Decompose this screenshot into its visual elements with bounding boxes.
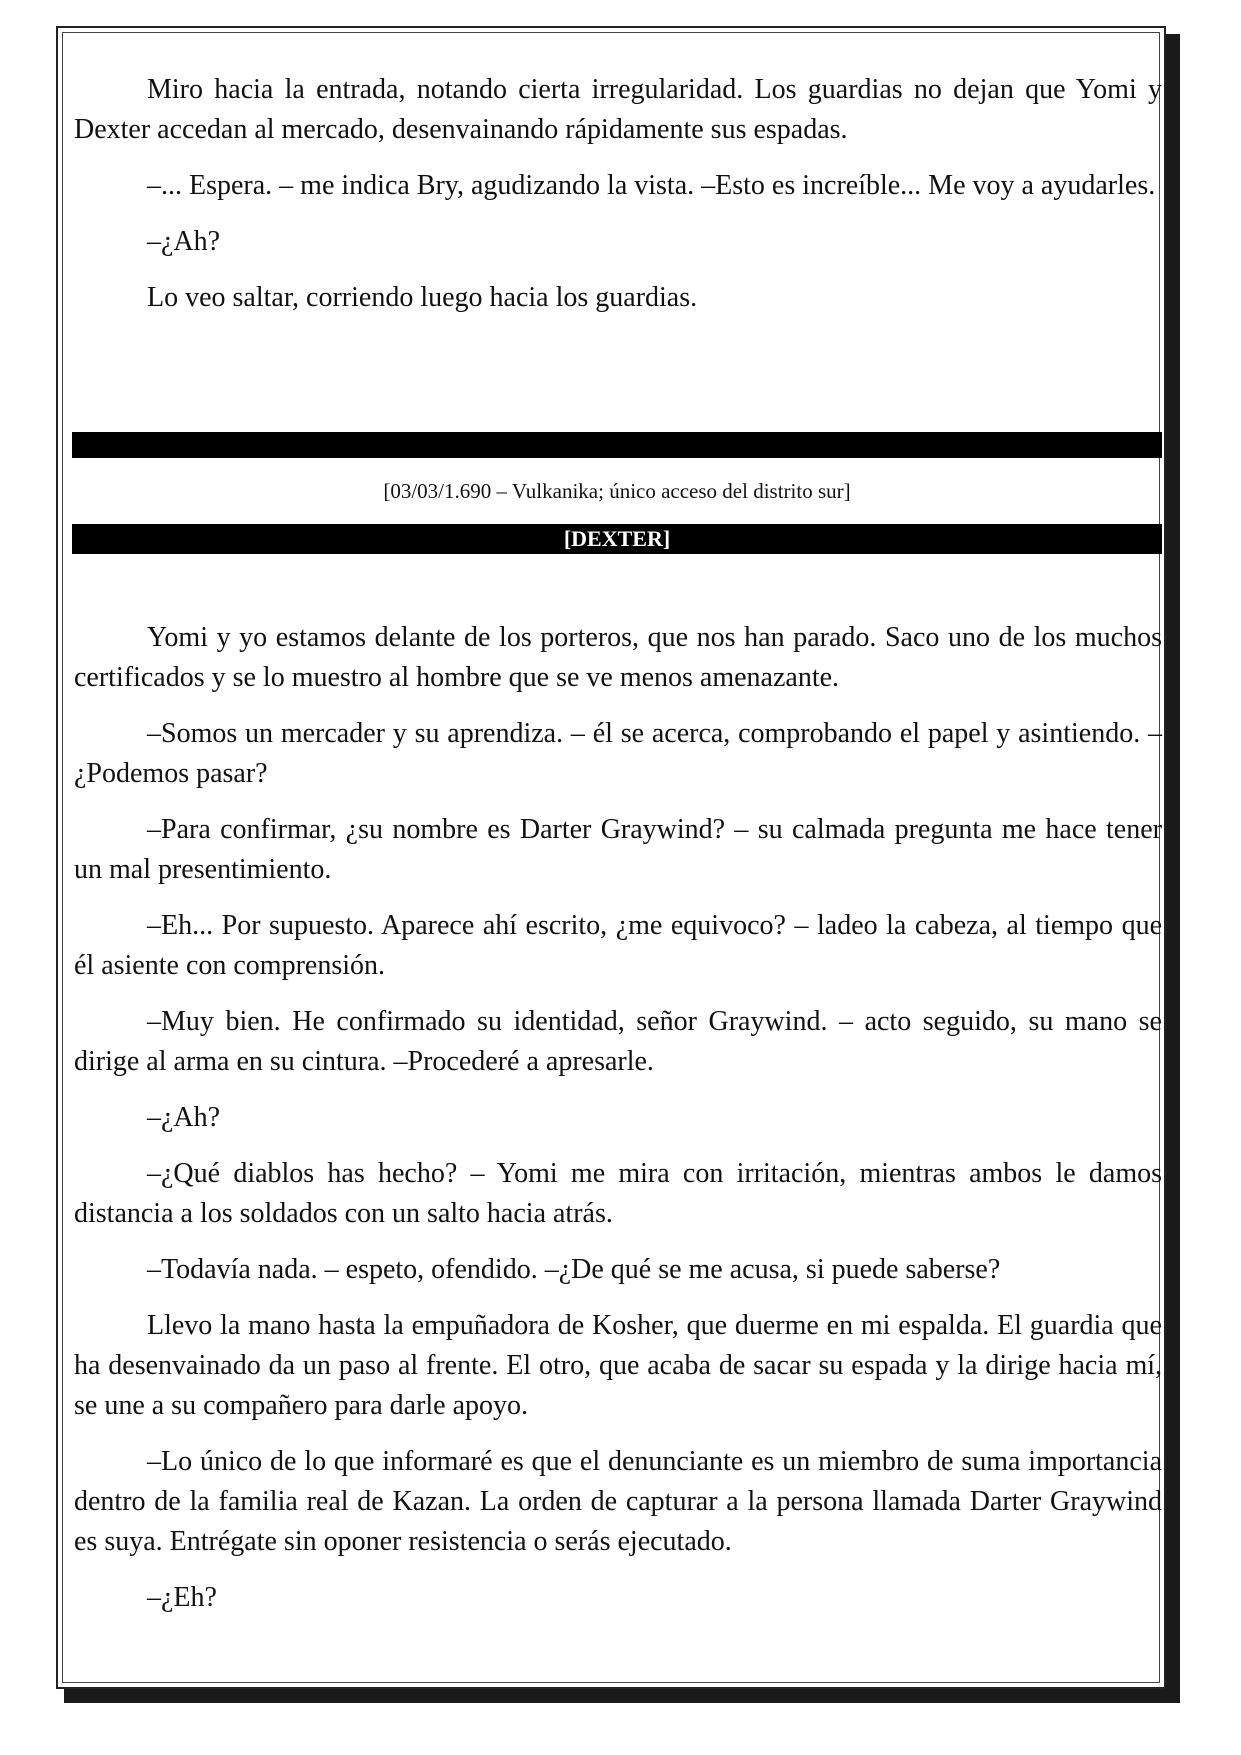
paragraph: –¿Ah? — [147, 1102, 221, 1133]
paragraph: –Eh... Por supuesto. Aparece ahí escrito, ¿me equivoco? – ladeo la cabeza, al tiempo que él asiente con comprensión. — [74, 910, 1162, 981]
paragraph: Miro hacia la entrada, notando cierta irregularidad. Los guardias no dejan que Yomi y Dexter accedan al mercado, desenvainando rápidamente sus espadas. — [74, 74, 1162, 145]
paragraph: –Para confirmar, ¿su nombre es Darter Graywind? – su calmada pregunta me hace tener un mal presentimiento. — [74, 814, 1162, 885]
scene-separator-bar — [72, 432, 1162, 458]
paragraph: –... Espera. – me indica Bry, agudizando la vista. –Esto es increíble... Me voy a ayudarles. — [147, 170, 1156, 201]
paragraph: Llevo la mano hasta la empuñadora de Kosher, que duerme en mi espalda. El guardia que ha desenvainado da un paso al frente. El otro, que acaba de sacar su espada y la dirige hacia mí, se une a su compañero para darle apoyo. — [74, 1310, 1162, 1421]
paragraph: Lo veo saltar, corriendo luego hacia los guardias. — [147, 282, 698, 313]
paragraph: –Somos un mercader y su aprendiza. – él se acerca, comprobando el papel y asintiendo. –¿Podemos pasar? — [74, 718, 1162, 789]
section-1-text — [74, 70, 1162, 334]
scene-info: [03/03/1.690 – Vulkanika; único acceso del distrito sur] — [383, 479, 851, 503]
paragraph: –¿Qué diablos has hecho? – Yomi me mira con irritación, mientras ambos le damos distancia a los soldados con un salto hacia atrás. — [74, 1158, 1162, 1229]
paragraph: –¿Eh? — [147, 1582, 217, 1613]
paragraph: –¿Ah? — [147, 226, 221, 257]
character-heading: [DEXTER] — [72, 524, 1162, 554]
paragraph: Yomi y yo estamos delante de los porteros, que nos han parado. Saco uno de los muchos certificados y se lo muestro al hombre que se ve menos amenazante. — [74, 622, 1162, 693]
paragraph: –Todavía nada. – espeto, ofendido. –¿De qué se me acusa, si puede saberse? — [147, 1254, 1001, 1285]
section-2-text — [74, 618, 1162, 1634]
paragraph: –Muy bien. He confirmado su identidad, señor Graywind. – acto seguido, su mano se dirige al arma en su cintura. –Procederé a apresarle. — [74, 1006, 1162, 1077]
paragraph: –Lo único de lo que informaré es que el denunciante es un miembro de suma importancia dentro de la familia real de Kazan. La orden de capturar a la persona llamada Darter Graywind es suya. Entrégate sin oponer resistencia o serás ejecutado. — [74, 1446, 1162, 1557]
